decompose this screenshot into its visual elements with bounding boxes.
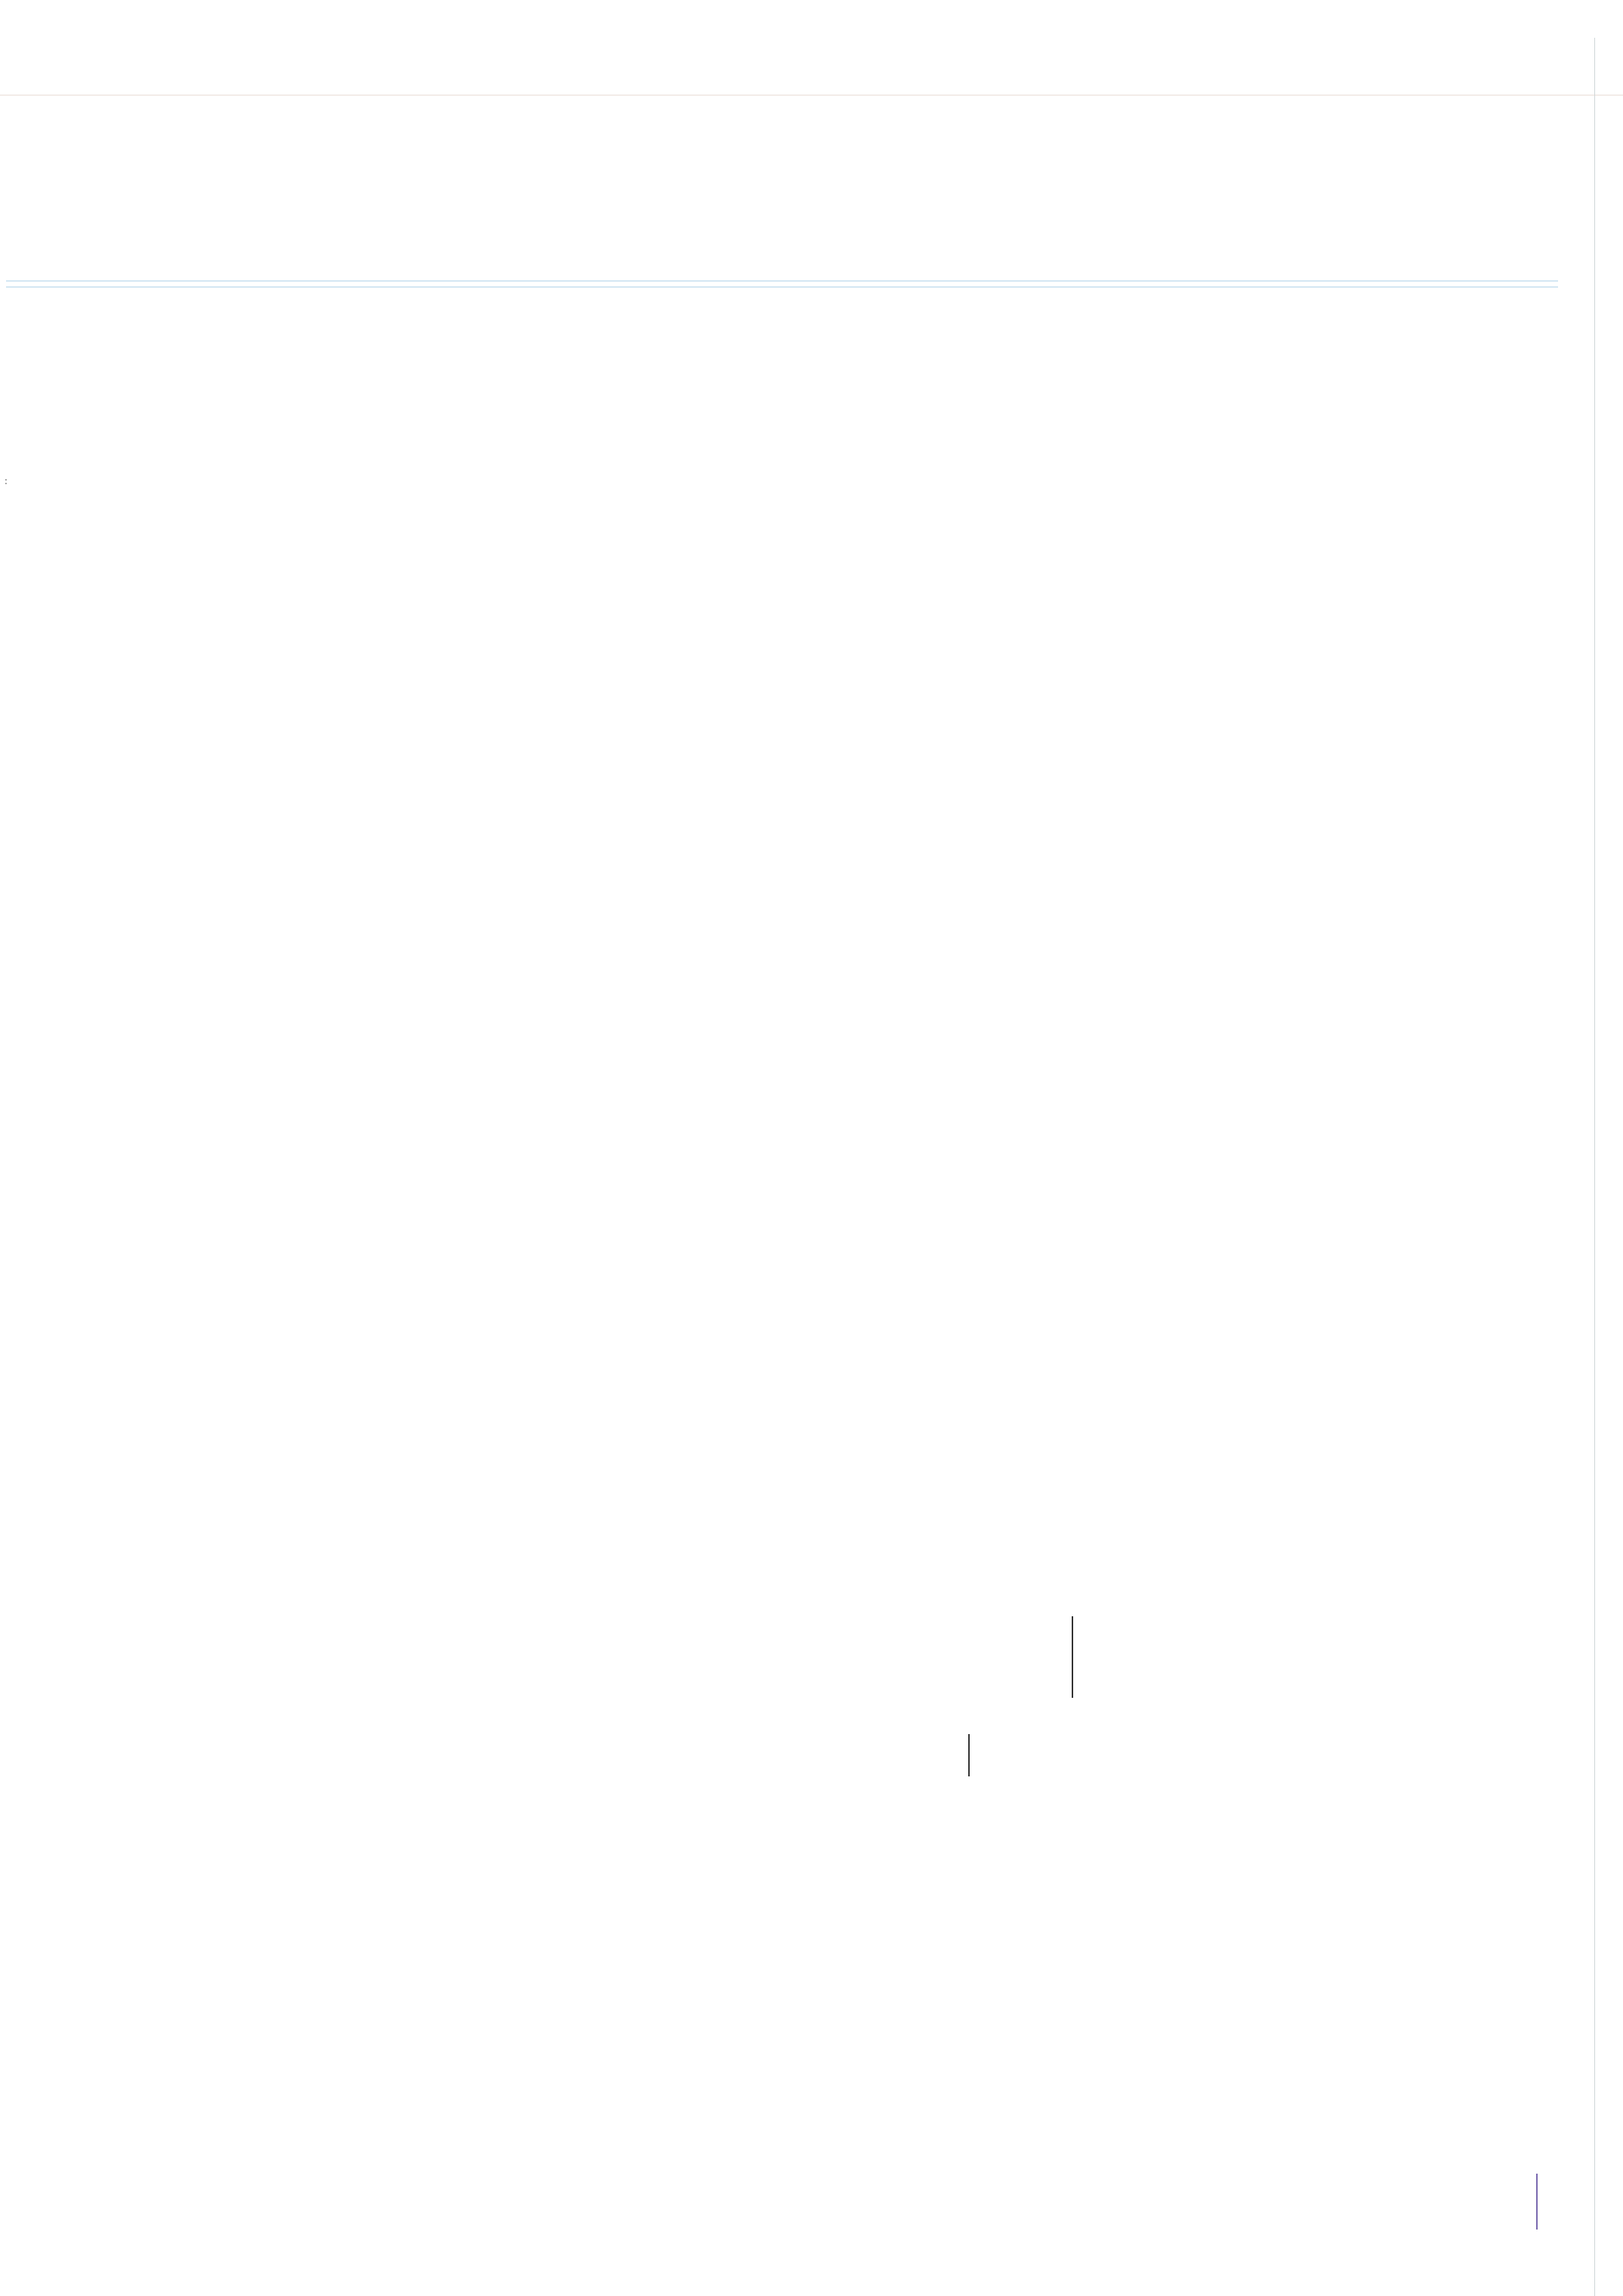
page-number-rule	[1536, 2174, 1538, 2230]
margin-mark: :	[5, 476, 8, 487]
top-guide-line	[0, 94, 1623, 96]
scan-guide-line	[6, 280, 1558, 288]
page-edge-rule	[1594, 38, 1595, 2296]
bio-rule	[968, 1734, 970, 1776]
signature-rule	[1072, 1616, 1073, 1698]
